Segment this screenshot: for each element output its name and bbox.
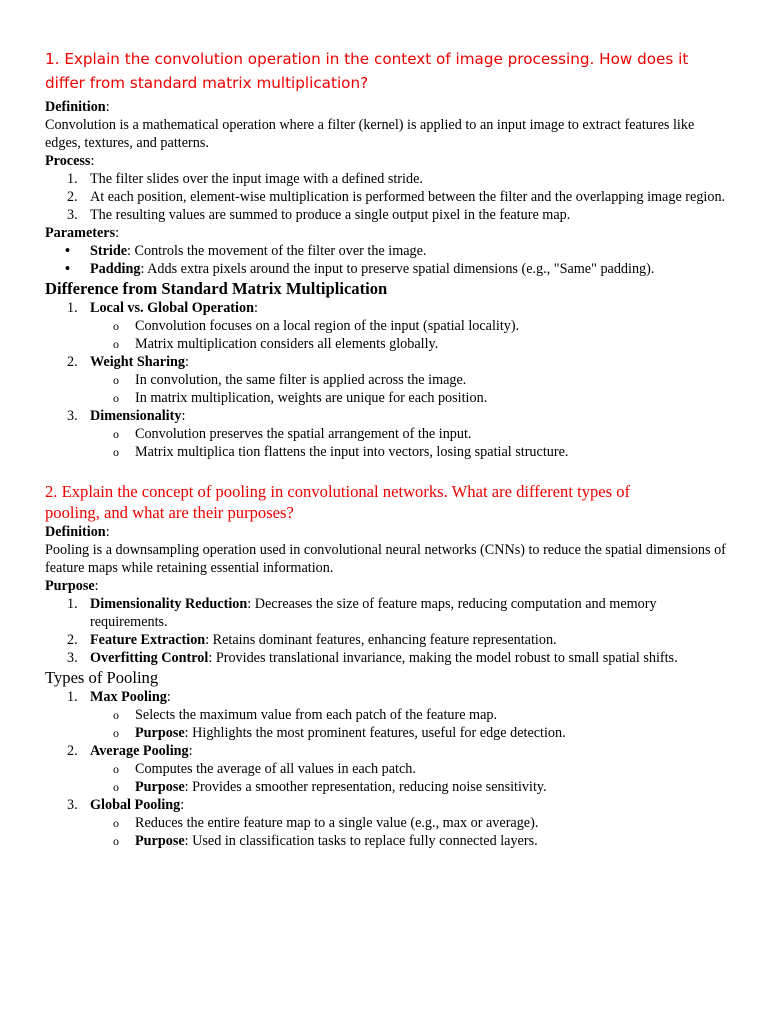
list-item: o In matrix multiplication, weights are unique for each position. [45, 389, 728, 407]
list-item: o In convolution, the same filter is applied across the image. [45, 371, 728, 389]
list-item: o Matrix multiplica tion flattens the input into vectors, losing spatial structure. [45, 443, 728, 461]
list-item: o Convolution focuses on a local region of the input (spatial locality). [45, 317, 728, 335]
list-item: 2. Feature Extraction: Retains dominant features, enhancing feature representation. [45, 631, 728, 649]
list-item: 2. Average Pooling: o Computes the average of all values in each patch. o Purpose: Provides a smoother representation, reducing noise sensitivity. [45, 742, 728, 796]
list-item: 1. Dimensionality Reduction: Decreases the size of feature maps, reducing computation and memory requirements. [45, 595, 728, 631]
list-item: o Purpose: Provides a smoother representation, reducing noise sensitivity. [45, 778, 728, 796]
list-item: o Reduces the entire feature map to a single value (e.g., max or average). [45, 814, 728, 832]
process-label: Process: [45, 153, 95, 169]
question-2-title: 2. Explain the concept of pooling in convolutional networks. What are different types of pooling, and what are their purposes? [45, 482, 631, 522]
definition-text: Pooling is a downsampling operation used in convolutional neural networks (CNNs) to reduce the spatial dimensions of feature maps while retaining essential information. [45, 542, 726, 576]
list-item: • Stride: Controls the movement of the filter over the image. [45, 242, 728, 260]
purpose-list [45, 595, 728, 667]
list-item: 1. Max Pooling: o Selects the maximum value from each patch of the feature map. o Purpose: Highlights the most prominent features, useful for edge detection. [45, 688, 728, 742]
list-item: 3. Overfitting Control: Provides translational invariance, making the model robust to small spatial shifts. [45, 649, 728, 667]
types-list [45, 688, 728, 850]
list-item: 3. The resulting values are summed to produce a single output pixel in the feature map. [45, 206, 728, 224]
list-item: • Padding: Adds extra pixels around the input to preserve spatial dimensions (e.g., "Same" padding). [45, 260, 728, 278]
question-1 [45, 47, 728, 461]
list-item: 1. Local vs. Global Operation: o Convolution focuses on a local region of the input (spatial locality). o Matrix multiplication considers all elements globally. [45, 299, 728, 353]
process-list [45, 170, 728, 224]
question-1-title: 1. Explain the convolution operation in the context of image processing. How does it differ from standard matrix multiplication? [45, 50, 689, 92]
definition-text: Convolution is a mathematical operation where a filter (kernel) is applied to an input image to extract features like edges, textures, and patterns. [45, 117, 695, 151]
list-item: o Selects the maximum value from each patch of the feature map. [45, 706, 728, 724]
section-gap [45, 461, 728, 481]
list-item: o Computes the average of all values in each patch. [45, 760, 728, 778]
definition-label: Definition: [45, 99, 110, 115]
parameters-label: Parameters: [45, 225, 120, 241]
list-item: o Purpose: Used in classification tasks to replace fully connected layers. [45, 832, 728, 850]
parameters-list [45, 242, 728, 278]
definition-label: Definition: [45, 524, 110, 540]
list-item: 3. Global Pooling: o Reduces the entire feature map to a single value (e.g., max or average). o Purpose: Used in classification tasks to replace fully connected layers. [45, 796, 728, 850]
list-item: 3. Dimensionality: o Convolution preserves the spatial arrangement of the input. o Matrix multiplica tion flattens the input into vectors, losing spatial structure. [45, 407, 728, 461]
list-item: 2. Weight Sharing: o In convolution, the same filter is applied across the image. o In matrix multiplication, weights are unique for each position. [45, 353, 728, 407]
types-heading: Types of Pooling [45, 668, 159, 687]
difference-heading: Difference from Standard Matrix Multiplication [45, 279, 388, 298]
question-2 [45, 481, 728, 850]
list-item: o Matrix multiplication considers all elements globally. [45, 335, 728, 353]
difference-list [45, 299, 728, 461]
purpose-label: Purpose: [45, 578, 99, 594]
list-item: 1. The filter slides over the input image with a defined stride. [45, 170, 728, 188]
list-item: o Purpose: Highlights the most prominent features, useful for edge detection. [45, 724, 728, 742]
list-item: 2. At each position, element-wise multiplication is performed between the filter and the overlapping image region. [45, 188, 728, 206]
list-item: o Convolution preserves the spatial arrangement of the input. [45, 425, 728, 443]
